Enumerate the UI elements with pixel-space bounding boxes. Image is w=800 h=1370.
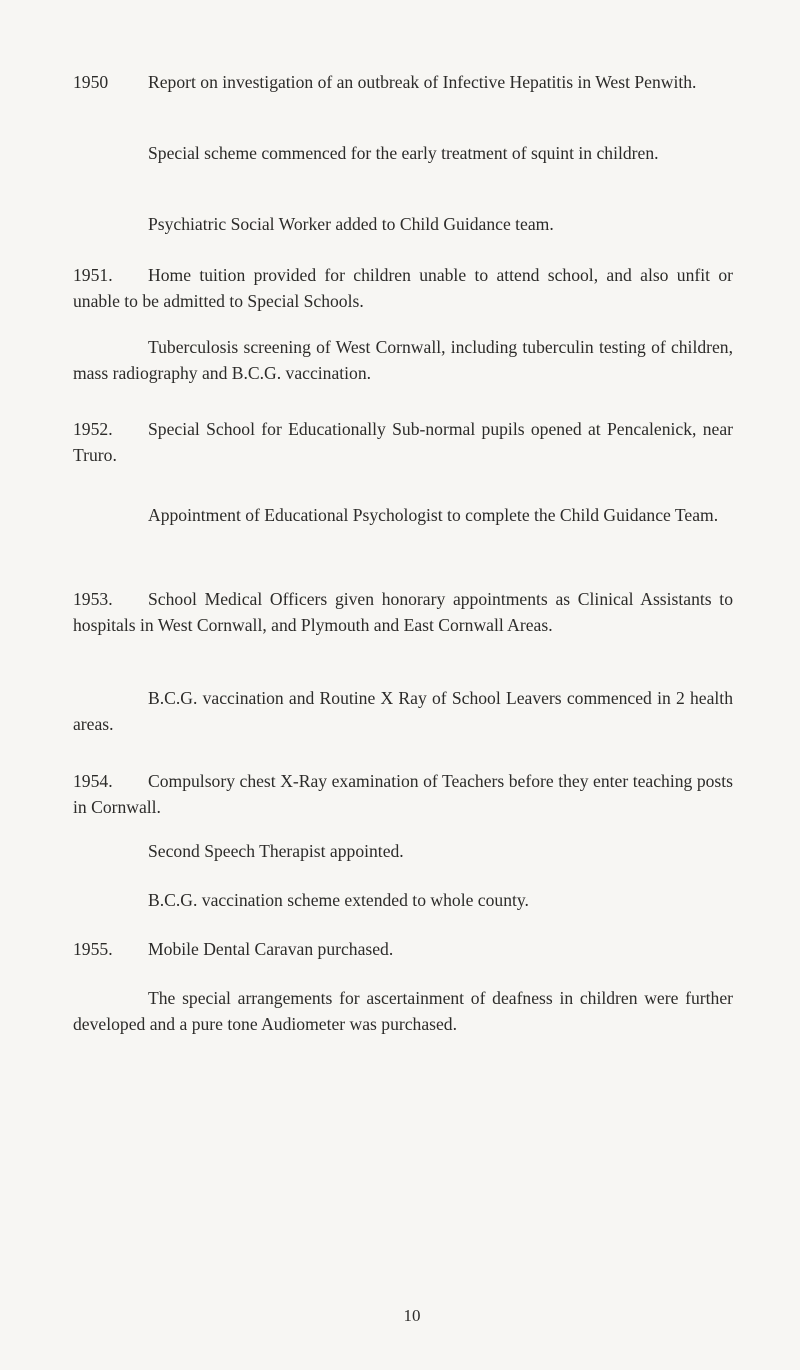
- paragraph-text: Psychiatric Social Worker added to Child Guidance team.: [148, 214, 554, 234]
- entry-1951-paragraph-1: [73, 262, 733, 314]
- year-label: 1953.: [73, 589, 113, 609]
- entry-1955-paragraph-1: [73, 936, 733, 962]
- entry-1952-paragraph-2: [73, 502, 733, 528]
- entry-1953-paragraph-1: [73, 586, 733, 638]
- page-number: 10: [403, 1306, 421, 1325]
- entry-1950-paragraph-1: [73, 69, 733, 95]
- year-label: 1955.: [73, 939, 113, 959]
- entry-1950-paragraph-3: [73, 211, 733, 237]
- entry-1955-paragraph-2: [73, 985, 733, 1037]
- year-label: 1951.: [73, 265, 113, 285]
- paragraph-text: Special scheme commenced for the early treatment of squint in children.: [148, 143, 659, 163]
- year-label: 1954.: [73, 771, 113, 791]
- paragraph-text: The special arrangements for ascertainment of deafness in children were further developed and a pure tone Audiometer was purchased.: [73, 988, 733, 1034]
- year-label: 1952.: [73, 419, 113, 439]
- paragraph-text: Appointment of Educational Psychologist to complete the Child Guidance Team.: [148, 505, 719, 525]
- paragraph-text: Tuberculosis screening of West Cornwall, including tuberculin testing of children, mass radiography and B.C.G. vaccination.: [73, 337, 733, 383]
- paragraph-text: Compulsory chest X-Ray examination of Teachers before they enter teaching posts in Cornwall.: [73, 771, 733, 817]
- entry-1952-paragraph-1: [73, 416, 733, 468]
- paragraph-text: B.C.G. vaccination scheme extended to whole county.: [148, 890, 529, 910]
- paragraph-text: Special School for Educationally Sub-normal pupils opened at Pencalenick, near Truro.: [73, 419, 733, 465]
- paragraph-text: Home tuition provided for children unable to attend school, and also unfit or unable to be admitted to Special Schools.: [73, 265, 733, 311]
- paragraph-text: Mobile Dental Caravan purchased.: [148, 939, 394, 959]
- entry-1950-paragraph-2: [73, 140, 733, 166]
- entry-1954-paragraph-3: [73, 887, 733, 913]
- entry-1954-paragraph-2: [73, 838, 733, 864]
- entry-1954-paragraph-1: [73, 768, 733, 820]
- paragraph-text: School Medical Officers given honorary appointments as Clinical Assistants to hospitals in West Cornwall, and Plymouth and East Cornwall Areas.: [73, 589, 733, 635]
- paragraph-text: B.C.G. vaccination and Routine X Ray of School Leavers commenced in 2 health areas.: [73, 688, 733, 734]
- entry-1953-paragraph-2: [73, 685, 733, 737]
- paragraph-text: Report on investigation of an outbreak of Infective Hepatitis in West Penwith.: [148, 72, 697, 92]
- year-label: 1950: [73, 72, 109, 92]
- paragraph-text: Second Speech Therapist appointed.: [148, 841, 404, 861]
- entry-1951-paragraph-2: [73, 334, 733, 386]
